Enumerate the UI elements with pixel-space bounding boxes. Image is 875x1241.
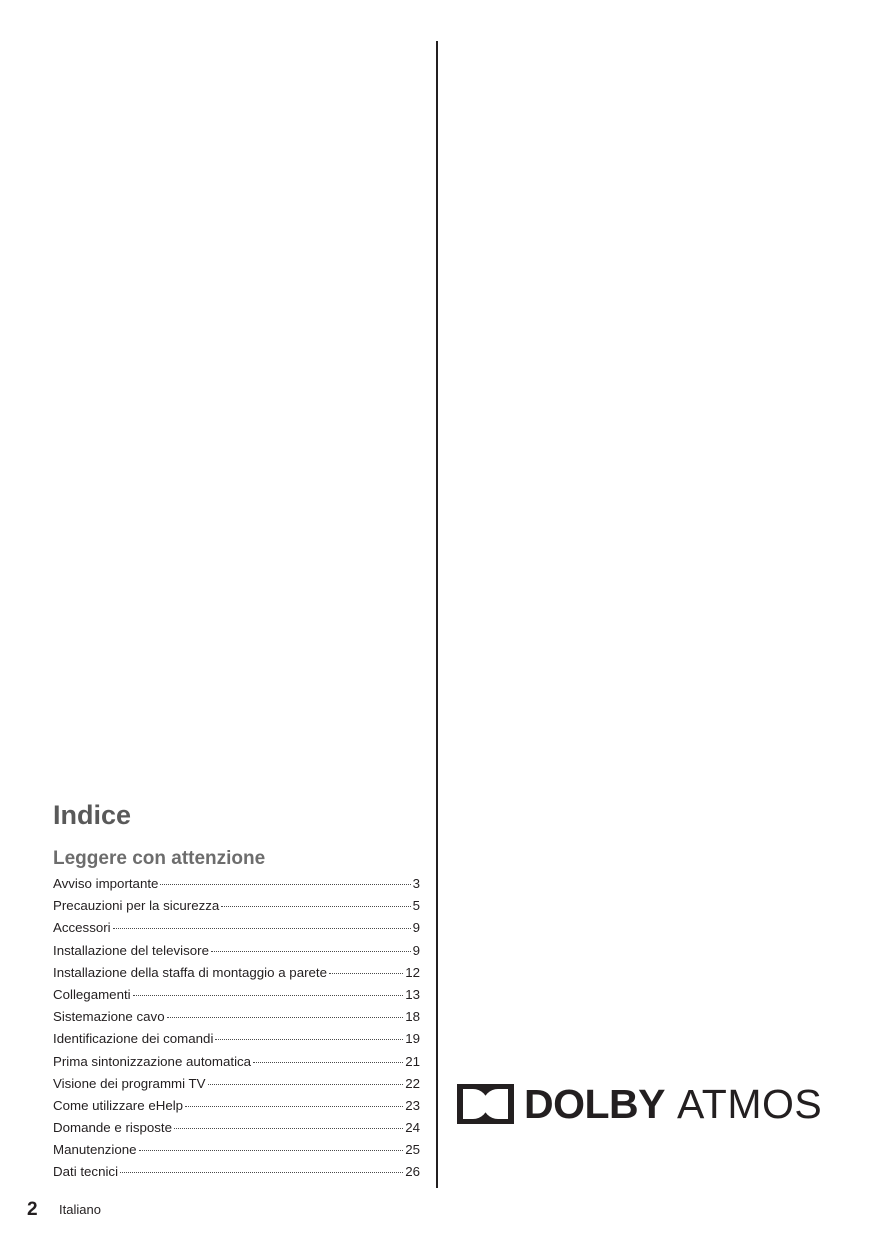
toc-entry-avviso-importante[interactable]	[53, 876, 420, 898]
toc-entry-label: Accessori	[53, 920, 111, 936]
toc-leader-dots	[211, 951, 411, 952]
toc-entry-page: 12	[405, 964, 420, 980]
toc-list	[53, 876, 420, 1187]
toc-entry-label: Manutenzione	[53, 1142, 137, 1158]
toc-entry-label: Sistemazione cavo	[53, 1009, 165, 1025]
toc-leader-dots	[160, 884, 410, 885]
toc-entry-label: Avviso importante	[53, 876, 159, 891]
toc-entry-page: 19	[405, 1031, 420, 1047]
toc-entry-page: 21	[405, 1053, 420, 1069]
toc-leader-dots	[139, 1150, 404, 1151]
toc-entry-page: 26	[405, 1164, 420, 1180]
toc-leader-dots	[167, 1017, 404, 1018]
toc-entry-domande-risposte[interactable]	[53, 1120, 420, 1142]
dolby-brand-text: DOLBY	[524, 1081, 665, 1127]
toc-entry-label: Visione dei programmi TV	[53, 1075, 206, 1091]
toc-entry-sistemazione-cavo[interactable]	[53, 1009, 420, 1031]
toc-entry-prima-sintonizzazione[interactable]	[53, 1054, 420, 1076]
page-number: 2	[27, 1199, 38, 1220]
toc-entry-page: 23	[405, 1097, 420, 1113]
toc-entry-page: 5	[412, 898, 420, 914]
toc-entry-manutenzione[interactable]	[53, 1142, 420, 1164]
toc-leader-dots	[253, 1062, 403, 1063]
toc-entry-label: Installazione del televisore	[53, 942, 209, 958]
toc-entry-ehelp[interactable]	[53, 1098, 420, 1120]
toc-leader-dots	[174, 1128, 403, 1129]
toc-leader-dots	[120, 1172, 403, 1173]
toc-entry-page: 3	[412, 876, 420, 891]
toc-entry-precauzioni[interactable]	[53, 898, 420, 920]
dolby-double-d-icon	[457, 1084, 514, 1124]
toc-entry-page: 9	[412, 920, 420, 936]
toc-leader-dots	[185, 1106, 403, 1107]
toc-entry-staffa-montaggio[interactable]	[53, 965, 420, 987]
toc-entry-label: Dati tecnici	[53, 1164, 119, 1180]
toc-entry-page: 9	[412, 942, 420, 958]
toc-entry-label: Come utilizzare eHelp	[53, 1097, 184, 1113]
toc-entry-label: Precauzioni per la sicurezza	[53, 898, 220, 914]
toc-entry-page: 22	[405, 1075, 420, 1091]
toc-entry-label: Domande e risposte	[53, 1120, 172, 1136]
toc-entry-collegamenti[interactable]	[53, 987, 420, 1009]
toc-entry-label: Collegamenti	[53, 986, 131, 1002]
toc-entry-label: Identificazione dei comandi	[53, 1031, 214, 1047]
toc-leader-dots	[329, 973, 403, 974]
toc-leader-dots	[133, 995, 404, 996]
toc-entry-page: 25	[405, 1142, 420, 1158]
toc-entry-identificazione-comandi[interactable]	[53, 1031, 420, 1053]
toc-title: Indice	[53, 800, 132, 830]
toc-entry-page: 24	[405, 1120, 420, 1136]
toc-entry-dati-tecnici[interactable]	[53, 1164, 420, 1186]
footer-language: Italiano	[59, 1202, 101, 1217]
toc-entry-label: Prima sintonizzazione automatica	[53, 1053, 252, 1069]
toc-entry-label: Installazione della staffa di montaggio a parete	[53, 964, 328, 980]
toc-entry-installazione-televisore[interactable]	[53, 943, 420, 965]
toc-entry-page: 18	[405, 1009, 420, 1025]
toc-entry-visione-programmi[interactable]	[53, 1076, 420, 1098]
atmos-product-text: ATMOS	[677, 1081, 823, 1127]
toc-leader-dots	[208, 1084, 404, 1085]
column-divider	[436, 41, 438, 1188]
toc-entry-page: 13	[405, 986, 420, 1002]
toc-leader-dots	[221, 906, 410, 907]
toc-leader-dots	[215, 1039, 403, 1040]
toc-leader-dots	[113, 928, 411, 929]
toc-entry-accessori[interactable]	[53, 920, 420, 942]
dolby-atmos-logo	[457, 1083, 827, 1125]
toc-subtitle: Leggere con attenzione	[53, 848, 266, 869]
